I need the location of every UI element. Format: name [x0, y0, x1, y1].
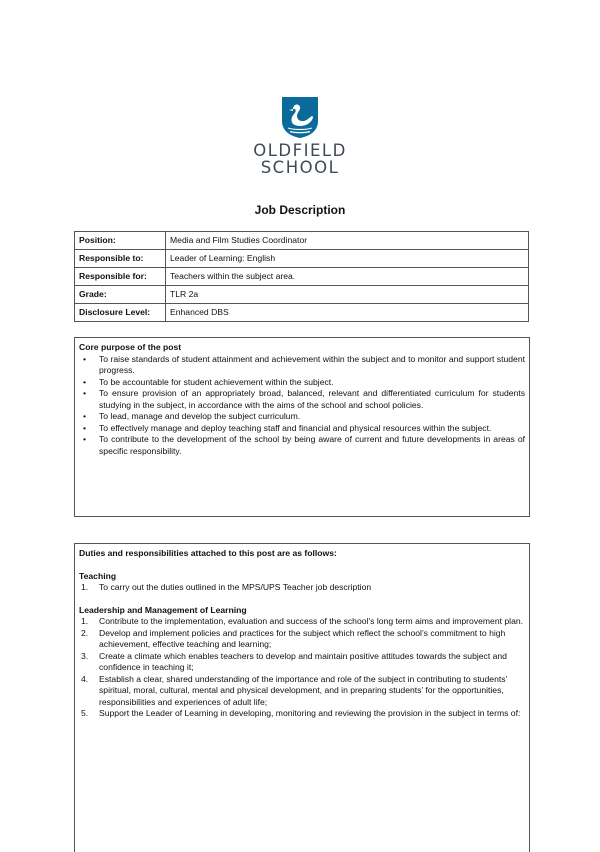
list-item: • To raise standards of student attainment and achievement within the subject and to monitor and support student progress. — [79, 354, 525, 377]
job-info-table — [74, 231, 529, 322]
core-purpose-box — [74, 337, 530, 517]
list-item: • To be accountable for student achievement within the subject. — [79, 377, 525, 389]
table-row — [75, 286, 529, 304]
core-purpose-list — [79, 354, 525, 458]
item-number: 3. — [81, 650, 89, 661]
info-label: Grade: — [75, 286, 166, 304]
item-text: To carry out the duties outlined in the MPS/UPS Teacher job description — [99, 582, 372, 592]
item-number: 4. — [81, 673, 89, 684]
list-item — [79, 651, 525, 674]
info-value: Enhanced DBS — [166, 304, 529, 322]
school-name-line2: SCHOOL — [260, 158, 340, 177]
list-item — [79, 628, 525, 651]
leadership-heading: Leadership and Management of Learning — [79, 604, 247, 615]
duties-heading: Duties and responsibilities attached to this post are as follows: — [79, 548, 337, 558]
info-value: TLR 2a — [166, 286, 529, 304]
item-text: Support the Leader of Learning in developing, monitoring and reviewing the provision in the subject in terms of: — [99, 708, 521, 718]
document-title: Job Description — [254, 203, 346, 217]
info-value: Leader of Learning: English — [166, 250, 529, 268]
list-item — [79, 708, 525, 720]
info-value: Media and Film Studies Coordinator — [166, 232, 529, 250]
item-number: 1. — [81, 616, 89, 626]
school-name — [0, 142, 600, 176]
table-row — [75, 232, 529, 250]
school-name-line1: OLDFIELD — [253, 141, 347, 160]
core-purpose-heading: Core purpose of the post — [79, 342, 182, 352]
school-logo — [0, 95, 600, 176]
item-text: Create a climate which enables teachers to develop and maintain positive attitudes towards the subject and confidence in teaching it; — [99, 650, 507, 672]
item-text: Contribute to the implementation, evaluation and success of the school’s long term aims and improvement plan. — [99, 616, 524, 626]
table-row — [75, 250, 529, 268]
info-label: Position: — [75, 232, 166, 250]
info-value: Teachers within the subject area. — [166, 268, 529, 286]
swan-crest-icon — [280, 95, 320, 139]
info-label: Responsible to: — [75, 250, 166, 268]
leadership-list — [79, 616, 525, 720]
info-label: Disclosure Level: — [75, 304, 166, 322]
list-item — [79, 616, 525, 628]
item-number: 1. — [81, 582, 89, 592]
list-item: • To lead, manage and develop the subject curriculum. — [79, 411, 525, 423]
duties-box — [74, 543, 530, 852]
teaching-list — [79, 582, 525, 594]
info-label: Responsible for: — [75, 268, 166, 286]
list-item — [79, 582, 525, 594]
table-row — [75, 268, 529, 286]
list-item: • To effectively manage and deploy teaching staff and financial and physical resources within the subject. — [79, 423, 525, 435]
item-number: 5. — [81, 708, 89, 718]
item-number: 2. — [81, 627, 89, 638]
item-text: Establish a clear, shared understanding of the importance and role of the subject in contributing to students’ spiritual, moral, cultural, mental and physical development, and in preparing students’ for the opportunities, responsibilities and experiences of adult life; — [99, 673, 508, 707]
list-item — [79, 674, 525, 709]
table-row — [75, 304, 529, 322]
teaching-heading: Teaching — [79, 570, 117, 581]
item-text: Develop and implement policies and practices for the subject which reflect the school’s commitment to high achievement, effective teaching and learning; — [99, 627, 506, 649]
list-item: • To contribute to the development of the school by being aware of current and future developments in areas of specific responsibility. — [79, 434, 525, 457]
list-item: • To ensure provision of an appropriately broad, balanced, relevant and differentiated curriculum for students studying in the subject, in accordance with the aims of the school and school policies. — [79, 388, 525, 411]
